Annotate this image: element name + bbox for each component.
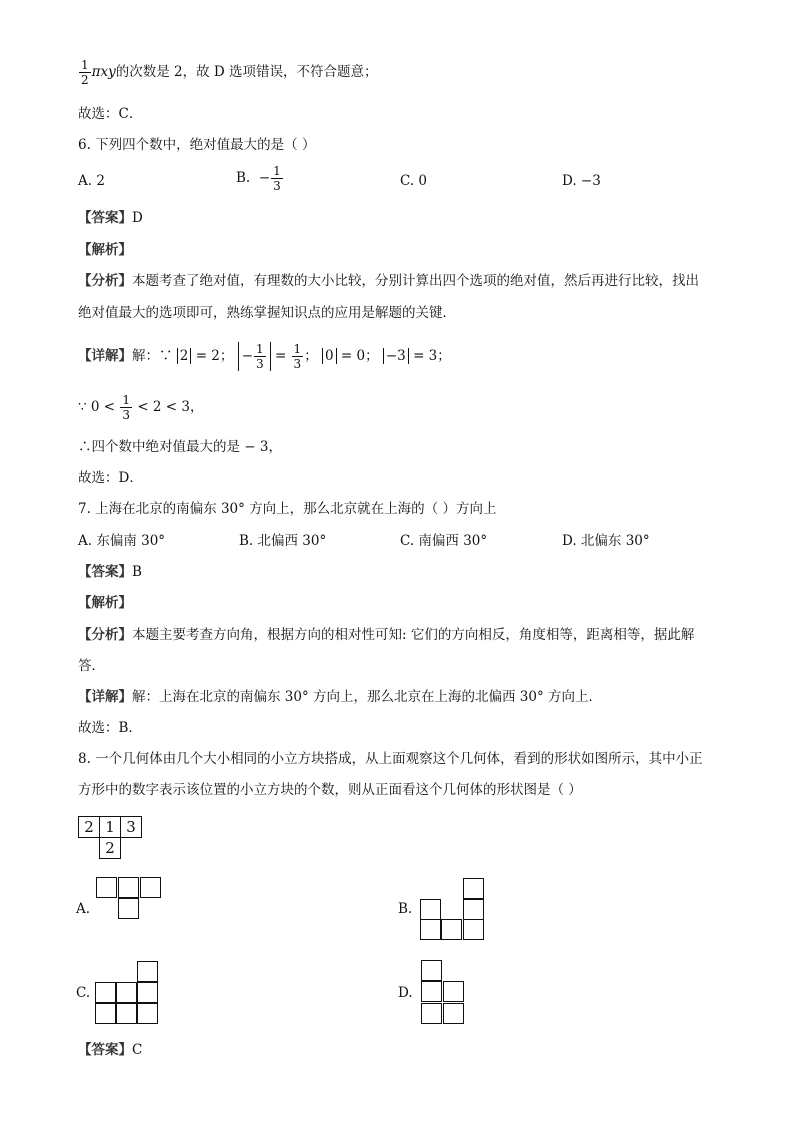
top-view-cell: 1 — [99, 816, 121, 838]
figure-cell — [421, 960, 442, 981]
figure-cell — [95, 1003, 116, 1024]
q6-analysis-tag: 【解析】 — [78, 242, 132, 258]
q8-option-a-figure — [96, 877, 162, 919]
q8-option-b-figure — [420, 878, 485, 940]
figure-cell — [443, 981, 464, 1002]
top-view-cell: 3 — [120, 816, 142, 838]
q7-option-d: D. 北偏东 30° — [562, 533, 650, 549]
figure-cell — [118, 877, 139, 898]
q7-option-a: A. 东偏南 30° — [78, 533, 166, 549]
figure-cell — [140, 877, 161, 898]
q8-top-view-figure — [78, 816, 148, 862]
q7-answer: 【答案】B — [78, 564, 142, 580]
figure-cell — [95, 982, 116, 1003]
q8-answer: 【答案】C — [78, 1042, 143, 1058]
q8-option-b-label: B. — [398, 901, 413, 917]
q8-option-a-label: A. — [76, 901, 91, 917]
figure-cell — [137, 982, 158, 1003]
q8-stem-line2: 方形中的数字表示该位置的小立方块的个数，则从正面看这个几何体的形状图是（ ） — [78, 782, 582, 798]
q7-stem: 7. 上海在北京的南偏东 30° 方向上，那么北京就在上海的（ ）方向上 — [78, 501, 497, 517]
q7-detail: 【详解】解：上海在北京的南偏东 30° 方向上，那么北京在上海的北偏西 30° 方向上． — [78, 689, 603, 705]
figure-cell — [441, 919, 462, 940]
q6-inequality: ∵ 0 < $\frac{1}{3}$ < 2 < 3， — [78, 393, 204, 422]
q8-option-d-label: D. — [398, 985, 413, 1001]
q6-answer: 【答案】D — [78, 210, 143, 226]
q5-tail-line — [78, 58, 378, 87]
figure-cell — [463, 919, 484, 940]
q7-fenxi-line2: 答． — [78, 658, 105, 674]
q6-fenxi-line2: 绝对值最大的选项即可，熟练掌握知识点的应用是解题的关键． — [78, 305, 456, 321]
q5-choose: 故选：C． — [78, 106, 143, 122]
figure-cell — [118, 898, 139, 919]
q7-choose: 故选：B． — [78, 720, 142, 736]
top-view-cell: 2 — [78, 816, 100, 838]
q7-fenxi-line1: 【分析】本题主要考查方向角，根据方向的相对性可知: 它们的方向相反，角度相等，距离相等，据此解 — [78, 627, 695, 643]
q6-option-b: B. − $\frac{1}{3}$ — [236, 164, 281, 193]
figure-cell — [116, 982, 137, 1003]
q6-stem: 6. 下列四个数中，绝对值最大的是（ ） — [78, 137, 316, 153]
q6-choose: 故选：D． — [78, 470, 143, 486]
q7-analysis-tag: 【解析】 — [78, 595, 132, 611]
q5-fraction: $\frac{1}{2}$ — [81, 58, 89, 87]
q8-option-c-label: C. — [76, 985, 91, 1001]
figure-cell — [443, 1003, 464, 1024]
q6-option-c: C. 0 — [400, 173, 428, 189]
figure-cell — [116, 1003, 137, 1024]
figure-cell — [96, 877, 117, 898]
figure-cell — [421, 981, 442, 1002]
q7-option-c: C. 南偏西 30° — [400, 533, 488, 549]
q6-fenxi-line1: 【分析】本题考查了绝对值，有理数的大小比较，分别计算出四个选项的绝对值，然后再进行比较，找出 — [78, 273, 699, 289]
figure-cell — [137, 961, 158, 982]
figure-cell — [420, 899, 441, 920]
q5-expr: πxy — [91, 64, 116, 80]
figure-cell — [463, 899, 484, 920]
q6-conclusion: ∴四个数中绝对值最大的是 − 3， — [78, 439, 282, 455]
q6-detail: 【详解】解：∵ 2 = 2； − $\frac{1}{3}$ = $\frac{1}{3}$ ； 0 = 0； −3 = 3； — [78, 342, 451, 371]
q7-option-b: B. 北偏西 30° — [239, 533, 327, 549]
q8-stem-line1: 8. 一个几何体由几个大小相同的小立方块搭成，从上面观察这个几何体，看到的形状如图所示，其中小正 — [78, 751, 703, 767]
q8-option-d-figure — [421, 960, 467, 1026]
figure-cell — [463, 878, 484, 899]
figure-cell — [421, 1003, 442, 1024]
q6-option-d: D. −3 — [562, 173, 601, 189]
top-view-cell: 2 — [99, 837, 121, 859]
figure-cell — [420, 919, 441, 940]
q5-text: 的次数是 2，故 D 选项错误，不符合题意； — [115, 64, 378, 80]
figure-cell — [137, 1003, 158, 1024]
q8-option-c-figure — [95, 961, 159, 1024]
q6-option-a: A. 2 — [78, 173, 105, 189]
